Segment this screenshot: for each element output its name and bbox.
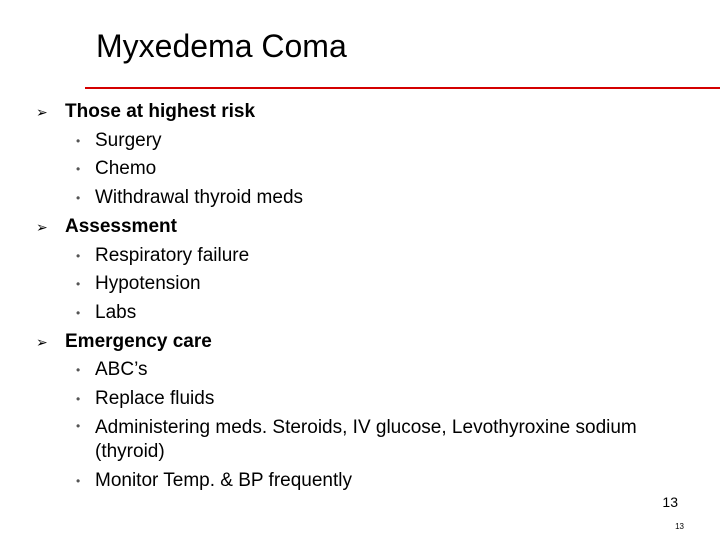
dot-bullet-icon: • <box>76 133 81 148</box>
list-item-text: Chemo <box>95 158 157 180</box>
dot-bullet-icon: • <box>76 418 81 433</box>
list-item <box>0 414 720 467</box>
list-item-text: Monitor Temp. & BP frequently <box>95 469 352 491</box>
arrow-bullet-icon: ➢ <box>36 104 48 120</box>
list-item <box>0 184 720 213</box>
dot-bullet-icon: • <box>76 305 81 320</box>
list-item-text: Replace fluids <box>95 388 215 410</box>
list-item <box>0 242 720 271</box>
dot-bullet-icon: • <box>76 191 81 206</box>
list-item-text: Administering meds. Steroids, IV glucose, Levothyroxine sodium (thyroid) <box>95 416 637 462</box>
list-item <box>0 467 720 496</box>
list-item-text: Respiratory failure <box>95 244 250 266</box>
list-item <box>0 270 720 299</box>
section-heading <box>0 213 720 242</box>
section-heading-text: Emergency care <box>65 330 212 352</box>
list-item <box>0 385 720 414</box>
arrow-bullet-icon: ➢ <box>36 218 48 235</box>
list-item-text: Surgery <box>95 129 162 151</box>
list-item <box>0 356 720 385</box>
list-item-text: ABC’s <box>95 359 148 381</box>
page-number-footer: 13 <box>675 522 684 531</box>
dot-bullet-icon: • <box>76 392 81 407</box>
dot-bullet-icon: • <box>76 277 81 292</box>
list-item <box>0 299 720 328</box>
bullet-list <box>0 98 720 495</box>
arrow-bullet-icon: ➢ <box>36 333 48 350</box>
dot-bullet-icon: • <box>76 248 81 263</box>
section-heading <box>0 98 720 127</box>
list-item-text: Hypotension <box>95 273 201 295</box>
dot-bullet-icon: • <box>76 473 81 488</box>
title-rule <box>85 87 720 89</box>
section-heading-text: Assessment <box>65 215 177 237</box>
list-item <box>0 155 720 184</box>
list-item-text: Labs <box>95 301 137 323</box>
list-item <box>0 127 720 156</box>
section-heading-text: Those at highest risk <box>65 101 256 122</box>
page-number: 13 <box>662 494 678 510</box>
dot-bullet-icon: • <box>76 363 81 378</box>
slide-title: Myxedema Coma <box>96 28 347 64</box>
list-item-text: Withdrawal thyroid meds <box>95 187 304 209</box>
section-heading <box>0 328 720 357</box>
dot-bullet-icon: • <box>76 162 81 177</box>
